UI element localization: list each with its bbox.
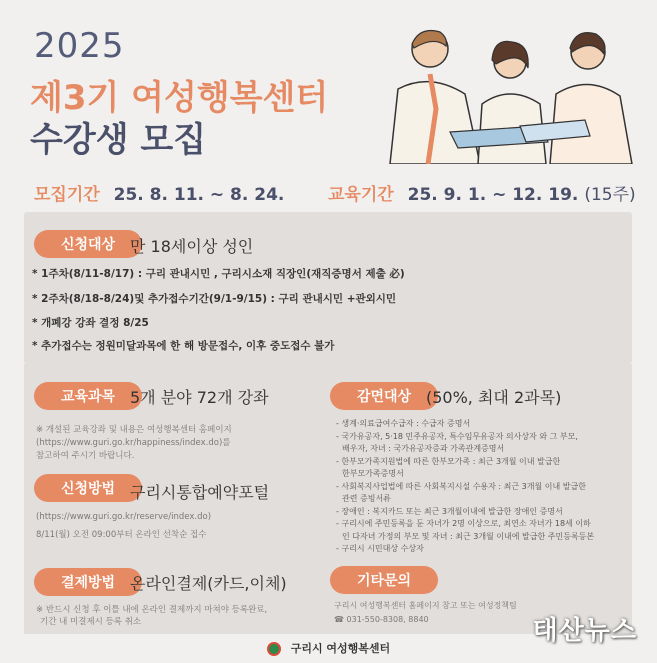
discount-line: - 구리시에 주민등록을 둔 자녀가 2명 이상으로, 최연소 자녀가 18세 이하 — [336, 519, 591, 528]
inquiry-pill: 기타문의 — [330, 566, 438, 594]
eligibility-pill: 신청대상 — [34, 230, 142, 258]
year-text: 2025 — [34, 26, 125, 66]
eligibility-bullet-2: * 2주차(8/18-8/24)및 추가접수기간(9/1-9/15) : 구리 관내시민 +관외시민 — [32, 293, 397, 305]
edu-value: 25. 9. 1. ~ 12. 19. — [407, 185, 579, 205]
eligibility-bullet-3: * 개폐강 강좌 결정 8/25 — [32, 317, 149, 329]
recruit-value: 25. 8. 11. ~ 8. 24. — [113, 185, 285, 205]
edu-label: 교육기간 — [328, 185, 394, 205]
apply-value: 구리시통합예약포털 — [130, 483, 270, 502]
footer — [0, 640, 657, 656]
watermark-text: 태산뉴스 — [532, 616, 637, 646]
course-note-1: ※ 개설된 교육강좌 및 내용은 여성행복센터 홈페이지 — [36, 425, 232, 435]
title-line2: 수강생 모집 — [30, 120, 207, 160]
payment-note-2: 기간 내 미결제시 등록 취소 — [40, 617, 142, 627]
discount-line: - 장애인 : 복지카드 또는 최근 3개월이내에 발급한 장애인 증명서 — [336, 506, 563, 516]
course-note-2: (https://www.guri.go.kr/happiness/index.do)를 — [36, 438, 231, 448]
payment-note-1: ※ 반드시 신청 후 이틀 내에 온라인 결제까지 마쳐야 등록완료, — [36, 605, 268, 615]
recruit-period — [34, 180, 284, 205]
payment-pill: 결제방법 — [34, 568, 142, 596]
eligibility-value: 만 18세이상 성인 — [130, 237, 254, 256]
course-value: 5개 분야 72개 강좌 — [130, 388, 269, 407]
footer-org: 구리시 여성행복센터 — [290, 642, 391, 655]
discount-line: 한부모가족증명서 — [342, 469, 404, 478]
edu-note: (15주) — [584, 185, 636, 205]
recruit-label: 모집기간 — [34, 185, 100, 205]
discount-line: - 사회복지사업법에 따른 사회복지시설 수용자 : 최근 3개월 이내 발급한 — [336, 481, 586, 491]
eligibility-bullet-1: * 1주차(8/11-8/17) : 구리 관내시민 , 구리시소재 직장인(재직증명서 제출 必) — [32, 268, 405, 280]
discount-line: - 국가유공자, 5·18 민주유공자, 특수임무유공자 의사상자 와 그 부모, — [336, 431, 578, 441]
discount-list — [336, 418, 628, 556]
discount-line: 관련 증빙서류 — [342, 494, 391, 503]
guri-logo-icon — [267, 642, 281, 656]
payment-value: 온라인결제(카드,이체) — [130, 574, 287, 593]
inquiry-line-2: ☎ 031-550-8308, 8840 — [334, 615, 429, 624]
people-illustration — [370, 14, 650, 164]
apply-note-1: (https://www.guri.go.kr/reserve/index.do) — [36, 512, 212, 522]
discount-line: - 한부모가족지원법에 따른 한부모가족 : 최근 3개월 이내 발급한 — [336, 456, 561, 466]
title-line1: 제3기 여성행복센터 — [30, 78, 329, 118]
education-period — [328, 180, 636, 205]
course-note-3: 참고하여 주시기 바랍니다. — [36, 451, 135, 461]
discount-line: - 생계·의료급여수급자 : 수급자 증명서 — [336, 419, 471, 428]
discount-value: (50%, 최대 2과목) — [426, 388, 562, 407]
eligibility-bullet-4: * 추가접수는 정원미달과목에 한 해 방문접수, 이후 중도접수 불가 — [32, 340, 335, 352]
discount-pill: 감면대상 — [330, 382, 438, 410]
discount-line: 배우자, 자녀 : 국가유공자증과 가족관계증명서 — [342, 444, 505, 453]
course-pill: 교육과목 — [34, 382, 142, 410]
apply-pill: 신청방법 — [34, 474, 142, 502]
discount-line: 인 다자녀 가정의 부모 및 자녀 : 최근 3개월 이내에 발급한 주민등록등본 — [342, 531, 595, 541]
apply-note-2: 8/11(월) 오전 09:00부터 온라인 선착순 접수 — [36, 530, 207, 540]
discount-line: - 구리시 시민대상 수상자 — [336, 544, 424, 553]
inquiry-line-1: 구리시 여성행복센터 홈페이지 참고 또는 여성정책팀 — [334, 601, 517, 610]
